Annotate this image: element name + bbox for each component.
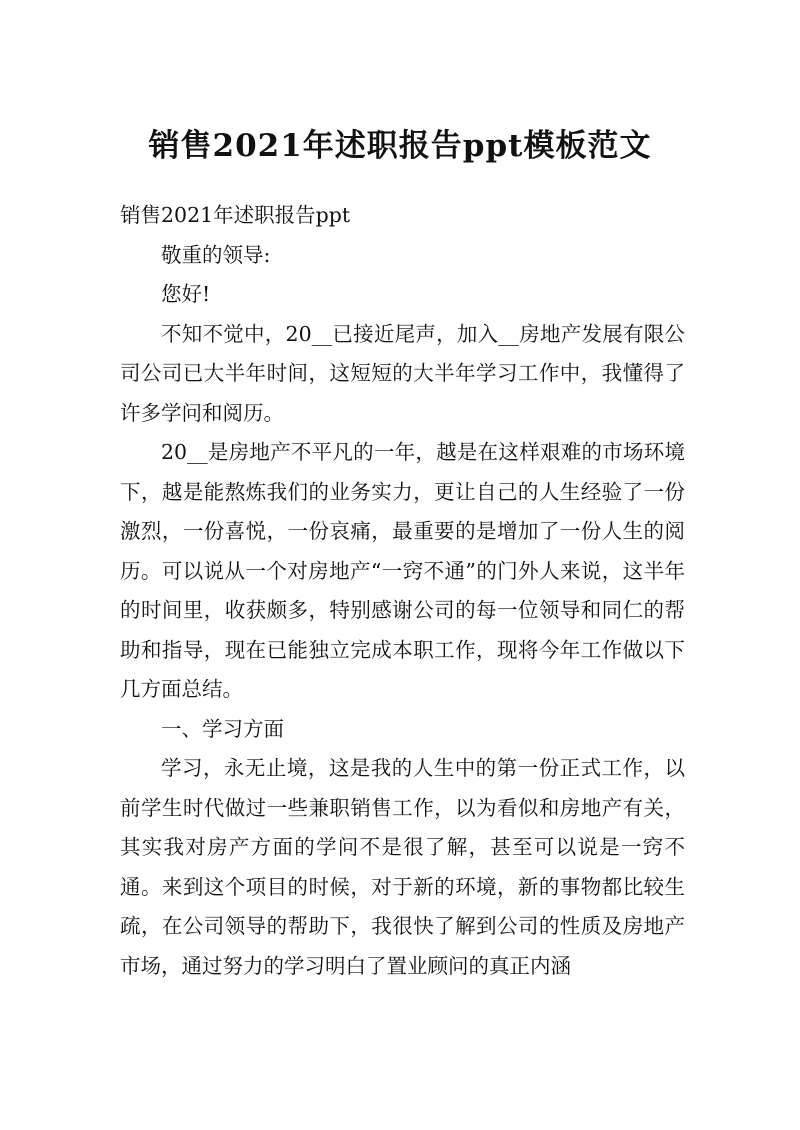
- document-body: [120, 196, 685, 986]
- document-title: 销售2021年述职报告ppt模板范文: [148, 128, 652, 164]
- subtitle-line: 销售2021年述职报告ppt: [120, 203, 351, 227]
- greeting: 您好!: [161, 282, 211, 306]
- paragraph-intro: 不知不觉中，20__已接近尾声，加入__房地产发展有限公司公司已大半年时间，这短短的大半年学习工作中，我懂得了许多学问和阅历。: [120, 321, 685, 425]
- section-heading-study: 一、学习方面: [161, 716, 284, 741]
- salutation: 敬重的领导:: [161, 242, 271, 267]
- paragraph-year-review: 20__是房地产不平凡的一年，越是在这样艰难的市场环境下，越是能熬炼我们的业务实力，更让自己的人生经验了一份激烈，一份喜悦，一份哀痛，最重要的是增加了一份人生的阅历。可以说从一个对房地产“一窍不通”的门外人来说，这半年的时间里，收获颇多，特别感谢公司的每一位领导和同仁的帮助和指导，现在已能独立完成本职工作，现将今年工作做以下几方面总结。: [120, 440, 685, 701]
- paragraph-study: 学习，永无止境，这是我的人生中的第一份正式工作，以前学生时代做过一些兼职销售工作，以为看似和房地产有关，其实我对房产方面的学问不是很了解，甚至可以说是一窍不通。来到这个项目的时候，对于新的环境，新的事物都比较生疏，在公司领导的帮助下，我很快了解到公司的性质及房地产市场，通过努力的学习明白了置业顾问的真正内涵: [120, 756, 685, 978]
